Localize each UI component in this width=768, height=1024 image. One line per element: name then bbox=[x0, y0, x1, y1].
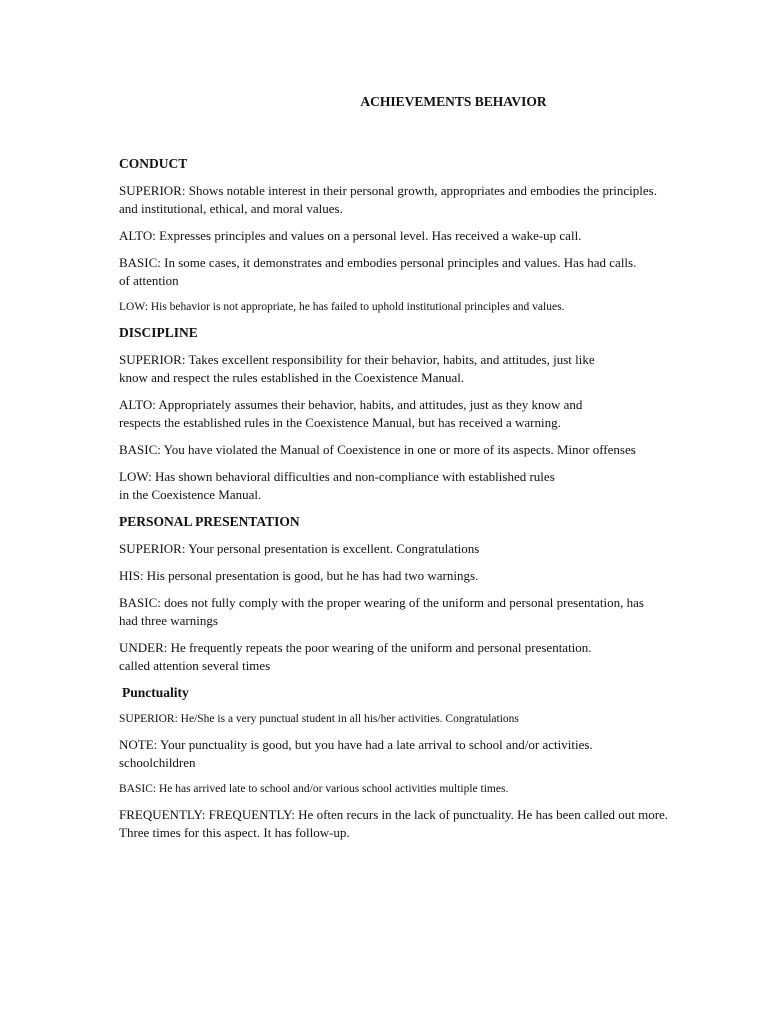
punctuality-basic: BASIC: He has arrived late to school and/or various school activities multiple times. bbox=[119, 783, 509, 795]
document-title: ACHIEVEMENTS BEHAVIOR bbox=[360, 94, 547, 109]
section-heading-conduct: CONDUCT bbox=[119, 156, 188, 171]
discipline-alto: ALTO: Appropriately assumes their behavior, habits, and attitudes, just as they know and respects the established rules in the Coexistence Manual, but has received a warning. bbox=[119, 397, 583, 430]
presentation-basic: BASIC: does not fully comply with the proper wearing of the uniform and personal presentation, has had three warnings bbox=[119, 595, 644, 628]
punctuality-frequently: FREQUENTLY: FREQUENTLY: He often recurs in the lack of punctuality. He has been called out more. Three times for this aspect. It has follow-up. bbox=[119, 807, 669, 840]
section-discipline bbox=[119, 324, 728, 504]
conduct-basic: BASIC: In some cases, it demonstrates and embodies personal principles and values. Has had calls. of attention bbox=[119, 255, 637, 288]
conduct-low: LOW: His behavior is not appropriate, he has failed to uphold institutional principles and values. bbox=[119, 301, 565, 313]
section-heading-discipline: DISCIPLINE bbox=[119, 325, 198, 340]
section-personal-presentation bbox=[119, 513, 728, 675]
punctuality-superior: SUPERIOR: He/She is a very punctual student in all his/her activities. Congratulations bbox=[119, 713, 519, 725]
discipline-basic: BASIC: You have violated the Manual of Coexistence in one or more of its aspects. Minor offenses bbox=[119, 442, 636, 457]
section-punctuality bbox=[119, 684, 728, 842]
punctuality-note: NOTE: Your punctuality is good, but you have had a late arrival to school and/or activities. schoolchildren bbox=[119, 737, 593, 770]
section-heading-punctuality: Punctuality bbox=[122, 685, 189, 700]
presentation-superior: SUPERIOR: Your personal presentation is excellent. Congratulations bbox=[119, 541, 480, 556]
conduct-superior: SUPERIOR: Shows notable interest in their personal growth, appropriates and embodies the principles. and institutional, ethical, and moral values. bbox=[119, 183, 657, 216]
presentation-his: HIS: His personal presentation is good, but he has had two warnings. bbox=[119, 568, 479, 583]
conduct-alto: ALTO: Expresses principles and values on a personal level. Has received a wake-up call. bbox=[119, 228, 582, 243]
presentation-under: UNDER: He frequently repeats the poor wearing of the uniform and personal presentation. called attention several times bbox=[119, 640, 592, 673]
discipline-superior: SUPERIOR: Takes excellent responsibility for their behavior, habits, and attitudes, just like know and respect the rules established in the Coexistence Manual. bbox=[119, 352, 595, 385]
section-conduct bbox=[119, 155, 728, 315]
discipline-low: LOW: Has shown behavioral difficulties and non-compliance with established rules in the Coexistence Manual. bbox=[119, 469, 555, 502]
section-heading-personal-presentation: PERSONAL PRESENTATION bbox=[119, 514, 300, 529]
